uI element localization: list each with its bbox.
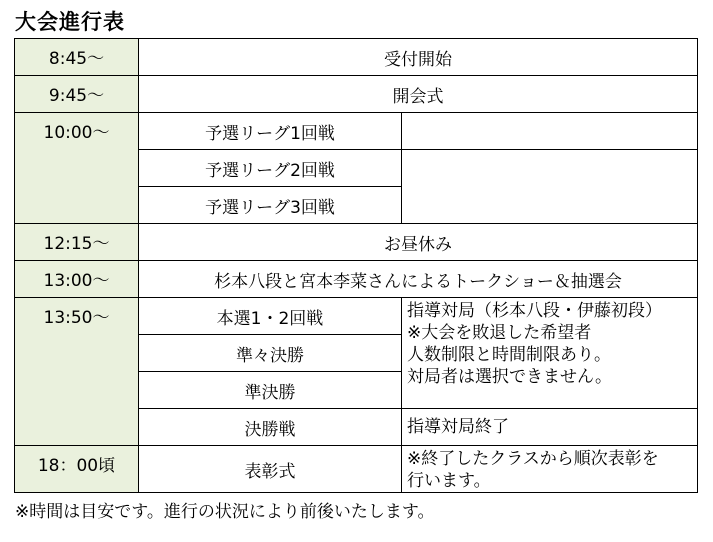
note-line: 人数制限と時間制限あり。 bbox=[407, 345, 611, 365]
event-cell: 準決勝 bbox=[139, 372, 402, 409]
note-cell: 指導対局終了 bbox=[402, 409, 698, 446]
note-line: ※終了したクラスから順次表彰を bbox=[407, 449, 659, 469]
schedule-table bbox=[14, 38, 698, 493]
note-line: 行います。 bbox=[407, 471, 491, 491]
table-row bbox=[15, 298, 698, 335]
time-cell: 13:00～ bbox=[15, 261, 139, 298]
note-line: 指導対局（杉本八段・伊藤初段） bbox=[407, 301, 662, 321]
table-row bbox=[15, 39, 698, 76]
time-cell: 10:00～ bbox=[15, 113, 139, 224]
event-cell: 表彰式 bbox=[139, 446, 402, 493]
note-line: ※大会を敗退した希望者 bbox=[407, 323, 592, 343]
time-cell: 13:50～ bbox=[15, 298, 139, 446]
empty-cell bbox=[402, 150, 698, 224]
event-cell: 開会式 bbox=[139, 76, 698, 113]
event-cell: 予選リーグ1回戦 bbox=[139, 113, 402, 150]
page-title: 大会進行表 bbox=[15, 10, 125, 34]
event-cell: お昼休み bbox=[139, 224, 698, 261]
note-cell bbox=[402, 298, 698, 409]
event-cell: 受付開始 bbox=[139, 39, 698, 76]
table-row bbox=[15, 76, 698, 113]
time-cell: 18：00頃 bbox=[15, 446, 139, 493]
time-cell: 9:45～ bbox=[15, 76, 139, 113]
event-cell: 準々決勝 bbox=[139, 335, 402, 372]
table-row bbox=[15, 224, 698, 261]
event-cell: 決勝戦 bbox=[139, 409, 402, 446]
note-line: 対局者は選択できません。 bbox=[407, 367, 613, 387]
table-row bbox=[15, 446, 698, 493]
table-row bbox=[15, 261, 698, 298]
time-cell: 8:45～ bbox=[15, 39, 139, 76]
event-cell: 杉本八段と宮本李菜さんによるトークショー＆抽選会 bbox=[139, 261, 698, 298]
footnote: ※時間は目安です。進行の状況により前後いたします。 bbox=[15, 502, 435, 522]
event-cell: 本選1・2回戦 bbox=[139, 298, 402, 335]
time-cell: 12:15～ bbox=[15, 224, 139, 261]
note-cell bbox=[402, 446, 698, 493]
empty-cell bbox=[402, 113, 698, 150]
event-cell: 予選リーグ2回戦 bbox=[139, 150, 402, 187]
table-row bbox=[15, 113, 698, 150]
event-cell: 予選リーグ3回戦 bbox=[139, 187, 402, 224]
